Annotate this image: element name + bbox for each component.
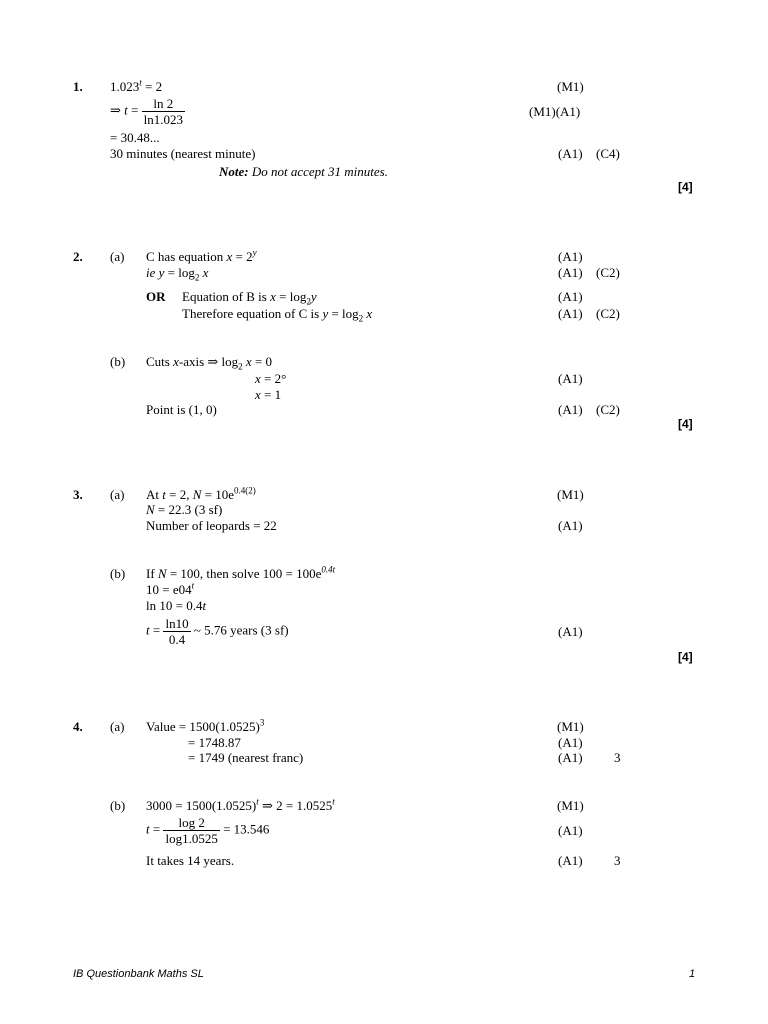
part-label: (a) (110, 249, 125, 264)
mark-label: (A1) (558, 371, 583, 386)
question-number: 2. (73, 249, 83, 264)
equation-line: = 30.48... (110, 130, 160, 145)
equation-line: Equation of B is $x = \log_2y$ (182, 289, 317, 307)
mark-label: (A1) (558, 306, 583, 321)
mark-label: (A1) (558, 518, 583, 533)
equation-line: If N = 100, then solve $100 = 100e^{0.4t}$ (146, 564, 336, 581)
mark-label: (A1) (558, 853, 583, 868)
equation-line: Value = $1500(1.0525)^3$ (146, 717, 265, 734)
mark-label: (A1) (558, 146, 583, 161)
question-number: 1. (73, 79, 83, 94)
mark-label: (A1) (558, 265, 583, 280)
answer-line: 30 minutes (nearest minute) (110, 146, 256, 161)
fraction: $\frac{\ln 2}{\ln 1.023}$ (143, 96, 183, 127)
equation-line: x = 1 (255, 387, 282, 402)
fraction: $\frac{\log 2}{\log 1.0525}$ (165, 815, 218, 846)
equation-line: N = 22.3 (3 sf) (146, 502, 223, 517)
question-total: [4] (678, 180, 693, 194)
mark-label: (A1) (558, 735, 583, 750)
mark-label: (M1) (557, 79, 584, 94)
mark-label: (A1) (558, 624, 583, 639)
part-label: (b) (110, 354, 126, 369)
footer-source: IB Questionbank Maths SL (73, 968, 204, 980)
mark-label: (A1) (558, 402, 583, 417)
mark-label: (M1)(A1) (529, 104, 581, 119)
answer-line: Number of leopards = 22 (146, 518, 277, 533)
part-label: (b) (110, 798, 126, 813)
mark-label: (C4) (596, 146, 620, 161)
mark-label: (M1) (557, 719, 584, 734)
equation-line: $3000 = 1500(1.0525)^t$ ⇒ $2 = 1.0525^t$ (146, 796, 335, 813)
equation-line: x = 2° (255, 371, 287, 386)
mark-label: (C2) (596, 306, 620, 321)
part-score: 3 (614, 853, 621, 868)
equation-line: t = $\frac{\log 2}{\log 1.0525}$ = 13.546 (146, 815, 270, 846)
or-label: OR (146, 289, 166, 304)
equation-line: ln 10 = 0.4t (146, 598, 207, 613)
equation-line: t = $\frac{\ln 10}{0.4}$ ~ 5.76 years (3 sf) (146, 616, 289, 647)
equation-line: = 1748.87 (188, 735, 241, 750)
mark-label: (C2) (596, 265, 620, 280)
equation-line: $1.023^t = 2$ (110, 77, 163, 94)
fraction: $\frac{\ln 10}{0.4}$ (165, 616, 189, 647)
note: Note: Do not accept 31 minutes. (219, 164, 388, 179)
equation-line: At t = 2, $N = 10e^{0.4(2)}$ (146, 485, 256, 502)
mark-label: (M1) (557, 798, 584, 813)
equation-line: Cuts x-axis ⇒ $\log_2 x = 0$ (146, 354, 273, 372)
equation-line: ⇒ t = $\frac{\ln 2}{\ln 1.023}$ (110, 96, 183, 127)
equation-line: ie $y = \log_2 x$ (146, 265, 209, 283)
part-label: (a) (110, 487, 125, 502)
equation-line: Therefore equation of C is $y = \log_2 x$ (182, 306, 373, 324)
mark-label: (A1) (558, 823, 583, 838)
mark-label: (A1) (558, 249, 583, 264)
question-number: 3. (73, 487, 83, 502)
question-total: [4] (678, 650, 693, 664)
mark-label: (C2) (596, 402, 620, 417)
mark-label: (M1) (557, 487, 584, 502)
equation-line: C has equation $x = 2^y$ (146, 247, 257, 264)
answer-line: It takes 14 years. (146, 853, 235, 868)
question-total: [4] (678, 417, 693, 431)
part-label: (a) (110, 719, 125, 734)
answer-line: Point is (1, 0) (146, 402, 217, 417)
equation-line: = 1749 (nearest franc) (188, 750, 304, 765)
mark-label: (A1) (558, 750, 583, 765)
part-label: (b) (110, 566, 126, 581)
mark-label: (A1) (558, 289, 583, 304)
equation-line: $10 = e04^t$ (146, 580, 195, 597)
part-score: 3 (614, 750, 621, 765)
question-number: 4. (73, 719, 83, 734)
page-number: 1 (689, 968, 696, 980)
